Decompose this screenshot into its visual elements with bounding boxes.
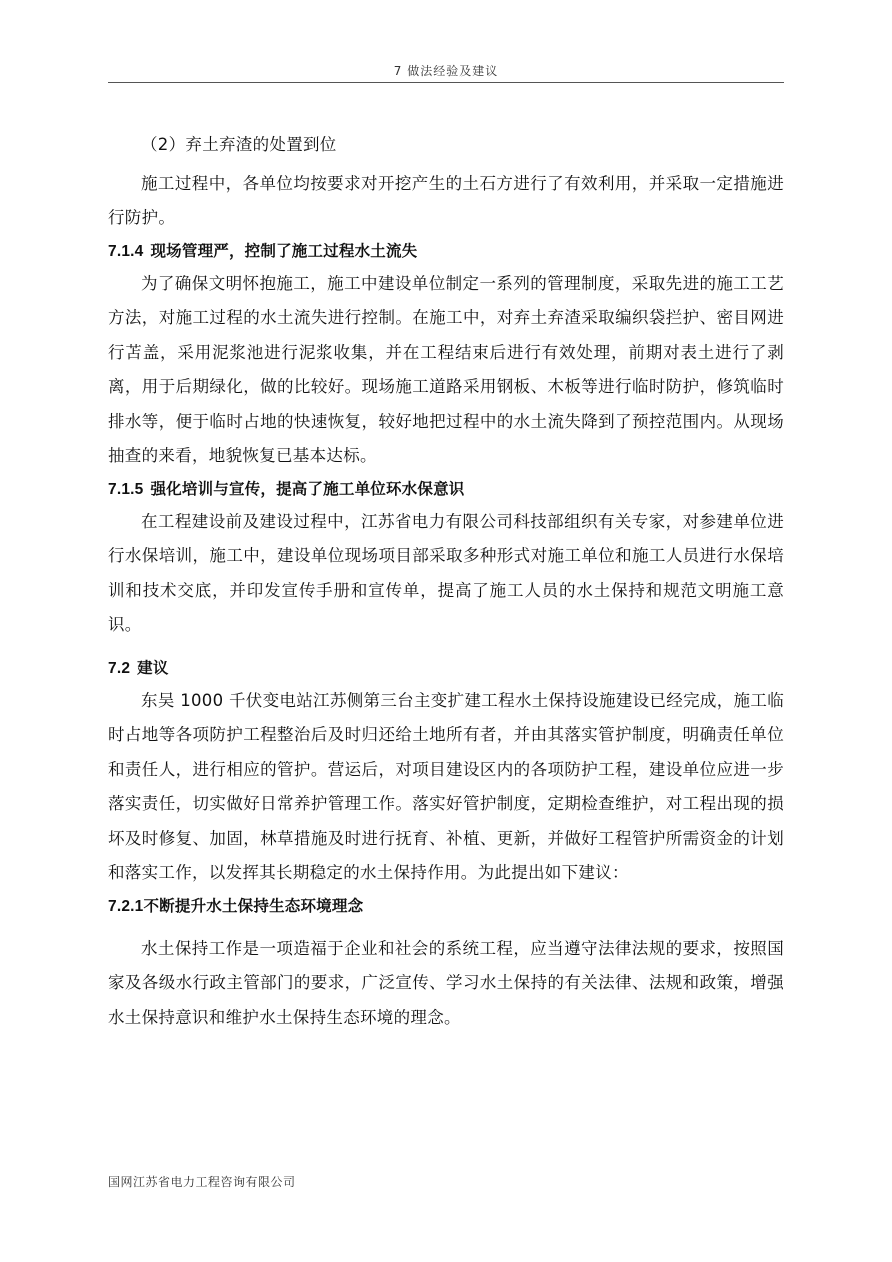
section-number: 7.1.4 [108,242,144,260]
section-heading-7-2 [108,653,784,684]
section-title: 不断提升水土保持生态环境理念 [143,896,364,915]
section-number: 7.1.5 [108,480,144,498]
paragraph-site-management: 为了确保文明怀抱施工，施工中建设单位制定一系列的管理制度，采取先进的施工工艺方法，对施工过程的水土流失进行控制。在施工中，对弃土弃渣采取编织袋拦护、密目网进行苫盖，采用泥浆池进行泥浆收集，并在工程结束后进行有效处理，前期对表土进行了剥离，用于后期绿化，做的比较好。现场施工道路采用钢板、木板等进行临时防护，修筑临时排水等，便于临时占地的快速恢复，较好地把过程中的水土流失降到了预控范围内。从现场抽查的来看，地貌恢复已基本达标。 [108,273,784,465]
section-heading-7-1-4 [108,236,784,267]
section-title: 现场管理严，控制了施工过程水土流失 [150,241,418,260]
section-number: 7.2.1 [108,897,144,915]
section-heading-7-1-5 [108,474,784,505]
paragraph-soil-conservation-concept: 水土保持工作是一项造福于企业和社会的系统工程，应当遵守法律法规的要求，按照国家及各级水行政主管部门的要求，广泛宣传、学习水土保持的有关法律、法规和政策，增强水土保持意识和维护水土保持生态环境的理念。 [108,938,784,1027]
header-rule [108,82,784,83]
page-content [108,128,784,1035]
paragraph-suggestions: 东吴 1000 千伏变电站江苏侧第三台主变扩建工程水土保持设施建设已经完成，施工临时占地等各项防护工程整治后及时归还给土地所有者，并由其落实管护制度，明确责任单位和责任人，进行相应的管护。营运后，对项目建设区内的各项防护工程，建设单位应进一步落实责任，切实做好日常养护管理工作。落实好管护制度，定期检查维护，对工程出现的损坏及时修复、加固，林草措施及时进行抚育、补植、更新，并做好工程管护所需资金的计划和落实工作，以发挥其长期稳定的水土保持作用。为此提出如下建议： [108,690,784,882]
paragraph-spoil-disposal: 施工过程中，各单位均按要求对开挖产生的土石方进行了有效利用，并采取一定措施进行防护。 [108,173,784,227]
running-footer: 国网江苏省电力工程咨询有限公司 [108,1175,296,1189]
paragraph-training: 在工程建设前及建设过程中，江苏省电力有限公司科技部组织有关专家，对参建单位进行水保培训，施工中，建设单位现场项目部采取多种形式对施工单位和施工人员进行水保培训和技术交底，并印发宣传手册和宣传单，提高了施工人员的水土保持和规范文明施工意识。 [108,511,784,634]
section-title: 建议 [137,658,169,677]
section-title: 强化培训与宣传，提高了施工单位环水保意识 [150,479,465,498]
section-number: 7.2 [108,659,131,677]
section-heading-7-2-1 [108,891,784,922]
running-header: 7 做法经验及建议 [393,64,499,78]
list-item-2: （2）弃土弃渣的处置到位 [141,135,337,154]
